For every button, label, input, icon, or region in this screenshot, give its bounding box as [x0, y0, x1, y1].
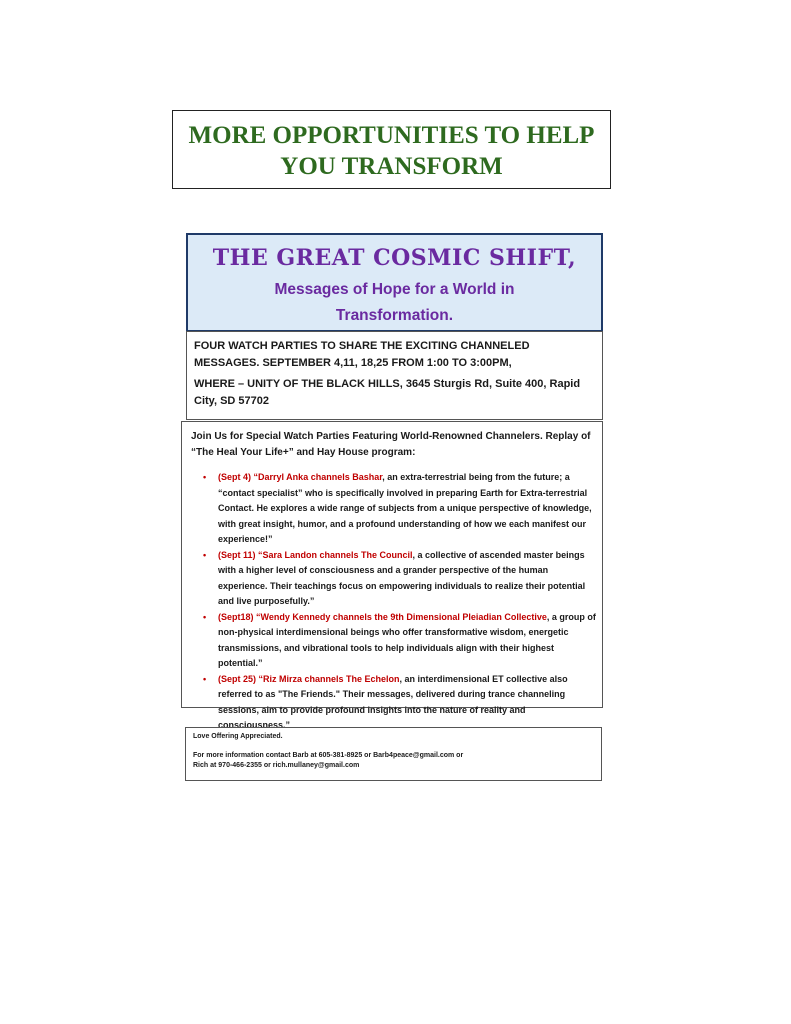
header-title-line1: MORE OPPORTUNITIES TO HELP [188, 122, 595, 149]
bullet-icon: • [203, 611, 207, 622]
bullet-icon: • [203, 549, 207, 560]
contact-line-2: Rich at 970-466-2355 or rich.mullaney@gmail.com [193, 762, 360, 769]
program-box [181, 421, 603, 730]
program-item-highlight: (Sept 25) “Riz Mirza channels The Echelon [218, 673, 400, 684]
contact-line-1: For more information contact Barb at 605-381-8925 or Barb4peace@gmail.com or [193, 752, 464, 759]
header-title-box [172, 110, 611, 189]
event-info-box [186, 331, 603, 420]
program-item-text: , a group of non-physical interdimensional beings who offer transformative wisdom, energetic transmissions, and vibrational tools to help individuals align with their highest potential.” [218, 611, 596, 668]
bullet-icon: • [203, 673, 207, 684]
location-text: WHERE – UNITY OF THE BLACK HILLS, 3645 Sturgis Rd, Suite 400, Rapid City, SD 57702 [194, 378, 581, 407]
event-banner-title: THE GREAT COSMIC SHIFT, [212, 245, 577, 271]
program-item-highlight: (Sept 4) “Darryl Anka channels Bashar [218, 472, 383, 482]
program-item-text: , an extra-terrestrial being from the future; a “contact specialist” who is specifically involved in preparing Earth for Extra-terrestrial Contact. He explores a wide range of subjects from a unique perspective of knowledge, with great insight, humor, and a profound understanding of how we each manifest our experience!” [218, 472, 592, 544]
love-offering-text: Love Offering Appreciated. [193, 733, 283, 740]
program-list [191, 470, 596, 734]
program-item-text: , a collective of ascended master beings with a higher level of consciousness and a grander perspective of the human experience. Their teachings focus on empowering individuals to realize their potential and live purposefully.” [218, 549, 586, 606]
program-item-highlight: (Sept 11) “Sara Landon channels The Council [218, 549, 413, 560]
program-item-sept-4 [203, 470, 596, 548]
event-banner [186, 233, 603, 332]
event-banner-subtitle-line1: Messages of Hope for a World in [274, 281, 515, 298]
watch-parties-text: FOUR WATCH PARTIES TO SHARE THE EXCITING CHANNELED MESSAGES. SEPTEMBER 4,11, 18,25 FROM 1:00 TO 3:00PM, [194, 340, 530, 369]
program-item-sept-18 [203, 610, 596, 672]
program-intro: Join Us for Special Watch Parties Featuring World-Renowned Channelers. Replay of “The Heal Your Life+” and Hay House program: [191, 431, 591, 458]
bullet-icon: • [203, 472, 207, 482]
program-item-sept-25 [203, 672, 596, 734]
contact-box [185, 727, 602, 781]
event-banner-subtitle-line2: Transformation. [335, 307, 454, 324]
program-item-text: , an interdimensional ET collective also referred to as "The Friends." Their messages, delivered during trance channeling sessions, aim to provide profound insights into the nature of reality and consciousness.” [218, 673, 568, 730]
event-banner-subtitle [188, 277, 601, 329]
program-item-highlight: (Sept18) “Wendy Kennedy channels the 9th Dimensional Pleiadian Collective [218, 611, 547, 622]
program-item-sept-11 [203, 548, 596, 610]
header-title-line2: YOU TRANSFORM [280, 153, 503, 180]
